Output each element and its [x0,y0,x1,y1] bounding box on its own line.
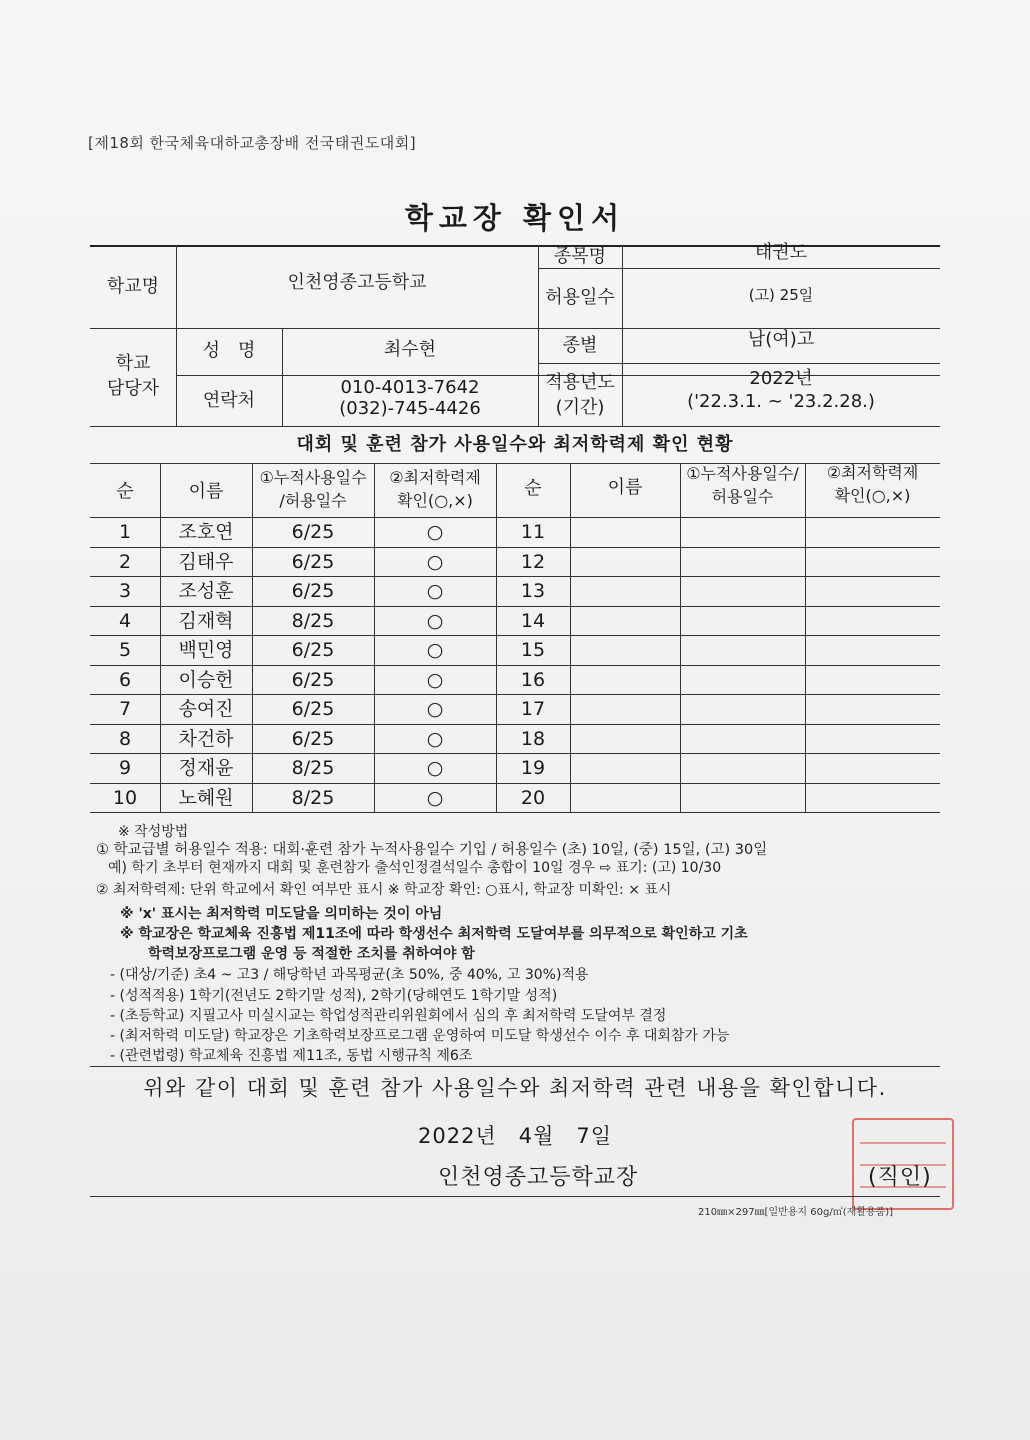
row-cell-check: ○ [426,639,444,661]
row-cell-days: 6/25 [291,580,335,602]
row-cell-no2: 16 [520,669,546,691]
row-cell-no2: 18 [520,728,546,750]
row-cell-name: 노혜원 [178,787,234,809]
row-cell-days: 6/25 [291,728,335,750]
note-line: 예) 학기 초부터 현재까지 대회 및 훈련참가 출석인정결석일수 총합이 10일 경우 ⇨ 표기: (고) 10/30 [108,860,722,876]
header-days-right-line2: 허용일수 [711,487,774,506]
row-cell-check: ○ [426,698,444,720]
allowed-days-value: (고) 25일 [748,286,814,304]
row-cell-name: 조성훈 [178,580,234,602]
year-label-line2: (기간) [555,397,605,418]
row-cell-no: 3 [118,580,132,602]
signing-date: 2022년 4월 7일 [417,1124,613,1148]
contact-label: 연락처 [202,390,256,411]
row-cell-days: 6/25 [291,639,335,661]
row-cell-no: 1 [118,521,132,543]
event-label: 종목명 [553,246,607,267]
manager-label-line2: 담당자 [106,378,160,399]
row-cell-check: ○ [426,757,444,779]
row-cell-no2: 14 [520,610,546,632]
row-cell-no2: 11 [520,521,546,543]
note-line: 학력보장프로그램 운영 등 적절한 조치를 취하여야 함 [148,946,475,962]
row-cell-no2: 17 [520,698,546,720]
note-line: - (최저학력 미도달) 학교장은 기초학력보장프로그램 운영하여 미도달 학생선수 이수 후 대회참가 가능 [110,1028,730,1044]
note-line: ※ 학교장은 학교체육 진흥법 제11조에 따라 학생선수 최저학력 도달여부를 의무적으로 확인하고 기초 [120,926,748,942]
row-divider [90,724,940,725]
row-divider [90,783,940,784]
seal-label: (직인) [868,1165,932,1190]
row-divider [90,812,940,813]
note-line: ① 학교급별 허용일수 적용: 대회·훈련 참가 누적사용일수 기입 / 허용일수 (초) 10일, (중) 15일, (고) 30일 [96,842,768,858]
row-cell-check: ○ [426,580,444,602]
manager-name: 최수현 [383,339,437,360]
note-line: ※ 'x' 표시는 최저학력 미도달을 의미하는 것이 아님 [120,906,443,922]
row-cell-days: 6/25 [291,669,335,691]
row-cell-name: 김태우 [178,551,234,573]
header-check-right-line2: 확인(○,×) [834,486,911,505]
row-divider [90,753,940,754]
event-value: 태권도 [754,242,808,263]
row-cell-no2: 15 [520,639,546,661]
row-cell-no: 7 [118,698,132,720]
header-check-line2: 확인(○,×) [397,491,473,510]
principal-signature-line: 인천영종고등학교장 [438,1165,639,1190]
header-name-right: 이름 [607,477,643,498]
header-no: 순 [116,481,134,502]
header-note: [제18회 한국체육대하교총장배 전국태권도대회] [88,134,417,152]
row-cell-no: 4 [118,610,132,632]
row-cell-check: ○ [426,787,444,809]
gender-value: 남(여)고 [747,329,815,350]
row-divider [90,665,940,666]
year-label-line1: 적용년도 [545,372,615,393]
row-cell-days: 6/25 [291,698,335,720]
row-cell-check: ○ [426,728,444,750]
row-divider [90,547,940,548]
row-cell-name: 송여진 [178,698,234,720]
row-cell-days: 6/25 [291,521,335,543]
row-cell-days: 8/25 [291,757,335,779]
row-cell-check: ○ [426,521,444,543]
row-cell-no: 6 [118,669,132,691]
row-cell-check: ○ [426,551,444,573]
row-divider [90,694,940,695]
allowed-days-label: 허용일수 [545,287,615,308]
row-divider [90,606,940,607]
row-cell-no: 2 [118,551,132,573]
header-check-line1: ②최저학력제 [389,468,481,487]
row-cell-name: 이승헌 [178,669,234,691]
note-line: - (성적적용) 1학기(전년도 2학기말 성적), 2학기(당해연도 1학기말 성적) [110,988,558,1004]
header-days-line1: ①누적사용일수 [259,468,367,487]
paper-spec: 210㎜×297㎜[일반용지 60g/㎡(재활용품)] [698,1207,894,1218]
confirmation-statement: 위와 같이 대회 및 훈련 참가 사용일수와 최저학력 관련 내용을 확인합니다. [143,1076,887,1100]
contact-mobile: 010-4013-7642 [340,377,480,398]
row-cell-name: 정재윤 [178,757,234,779]
row-cell-no: 10 [112,787,138,809]
row-cell-no: 9 [118,757,132,779]
manager-label-line1: 학교 [115,353,151,374]
row-divider [90,635,940,636]
row-cell-name: 김재혁 [178,610,234,632]
row-cell-check: ○ [426,669,444,691]
section-title: 대회 및 훈련 참가 사용일수와 최저학력제 확인 현황 [296,434,734,455]
gender-label: 종별 [562,335,598,356]
row-cell-days: 8/25 [291,787,335,809]
name-label: 성 명 [202,340,256,361]
row-cell-name: 차건하 [178,728,234,750]
contact-phone: (032)-745-4426 [339,398,481,419]
year-period: ('22.3.1. ~ '23.2.28.) [687,391,875,412]
header-days-line2: /허용일수 [279,491,347,510]
row-cell-name: 백민영 [178,639,234,661]
note-heading: ※ 작성방법 [118,824,189,840]
row-cell-days: 8/25 [291,610,335,632]
note-line: - (관련법령) 학교체육 진흥법 제11조, 동법 시행규칙 제6조 [110,1048,473,1064]
school-value: 인천영종고등학교 [287,272,427,293]
row-cell-name: 조호연 [178,521,234,543]
note-line: - (대상/기준) 초4 ~ 고3 / 해당학년 과목평균(초 50%, 중 40%, 고 30%)적용 [110,967,589,983]
header-no-right: 순 [524,478,542,499]
row-cell-no: 8 [118,728,132,750]
row-cell-no2: 13 [520,580,546,602]
header-name: 이름 [188,481,224,502]
row-cell-no: 5 [118,639,132,661]
row-cell-no2: 20 [520,787,546,809]
school-label: 학교명 [106,276,160,297]
row-divider [90,576,940,577]
header-check-right-line1: ②최저학력제 [826,463,919,482]
row-cell-no2: 19 [520,757,546,779]
row-cell-no2: 12 [520,551,546,573]
document-title: 학교장 확인서 [404,201,626,235]
row-cell-days: 6/25 [291,551,335,573]
year-value: 2022년 [749,368,813,389]
note-line: - (초등학교) 지필고사 미실시교는 학업성적관리위원회에서 심의 후 최저학력 도달여부 결정 [110,1008,667,1024]
header-days-right-line1: ①누적사용일수/ [686,464,799,483]
note-line: ② 최저학력제: 단위 학교에서 확인 여부만 표시 ※ 학교장 확인: ○표시, 학교장 미확인: × 표시 [96,882,672,898]
row-cell-check: ○ [426,610,444,632]
